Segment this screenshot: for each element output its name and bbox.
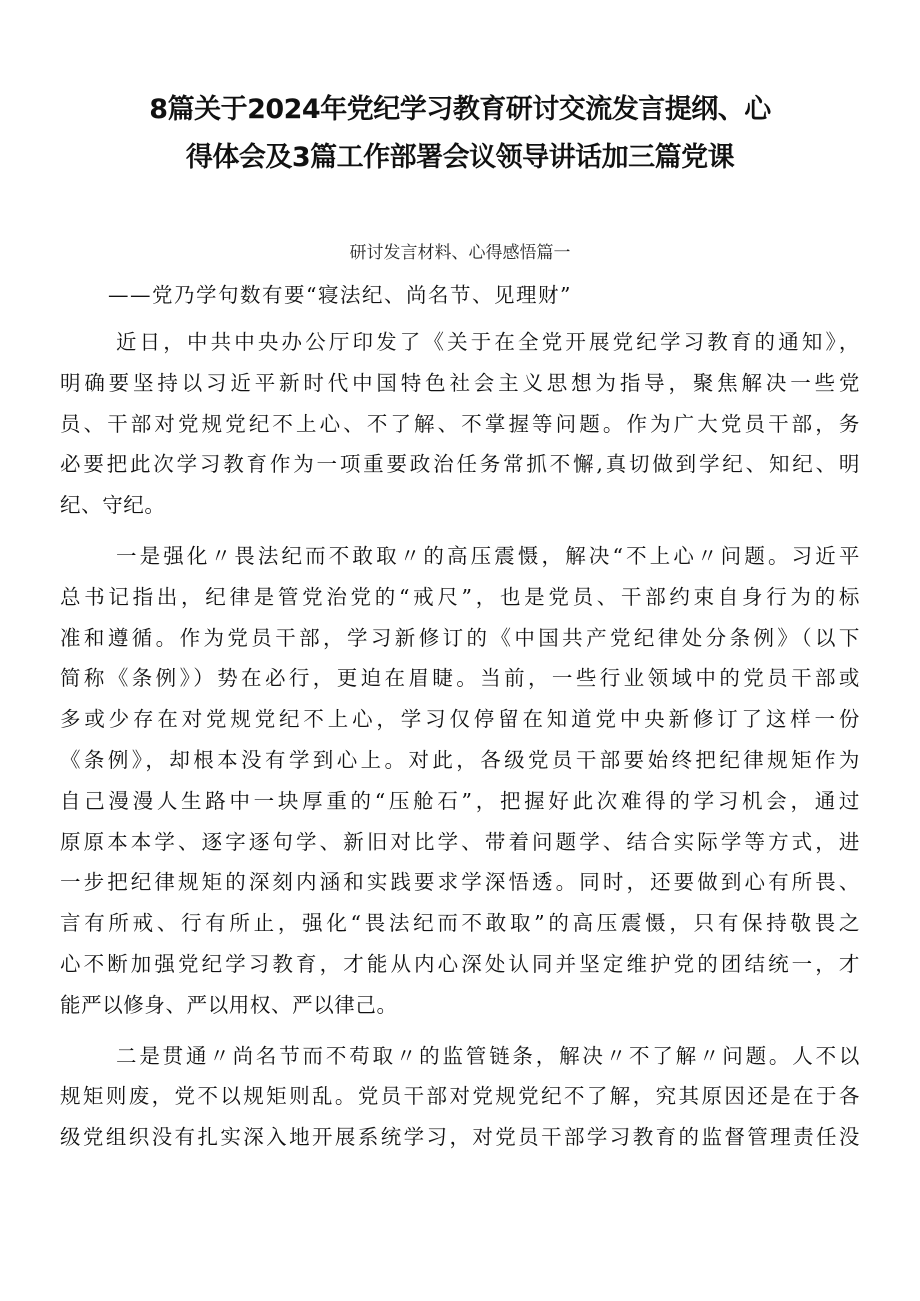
- text-line: 员、干部对党规党纪不上心、不了解、不掌握等问题。作为广大党员干部，务: [60, 411, 860, 436]
- text-line: 《条例》，却根本没有学到心上。对此，各级党员干部要始终把纪律规矩作为: [60, 747, 860, 772]
- article-subtitle: ——党乃学句数有要“寝法纪、尚名节、见理财”: [108, 283, 572, 307]
- text-line: 纪、守纪。: [60, 493, 166, 518]
- text-line: 原原本本学、逐字逐句学、新旧对比学、带着问题学、结合实际学等方式，进: [60, 829, 860, 854]
- text-line: 心不断加强党纪学习教育，才能从内心深处认同并坚定维护党的团结统一，才: [60, 951, 860, 976]
- title-line: 8篇关于2024年党纪学习教育研讨交流发言提纲、心: [149, 94, 771, 125]
- text-line: 能严以修身、严以用权、严以律己。: [60, 992, 398, 1017]
- text-line: 总书记指出，纪律是管党治党的“戒尺”，也是党员、干部约束自身行为的标: [60, 584, 860, 609]
- text-line: 明确要坚持以习近平新时代中国特色社会主义思想为指导，聚焦解决一些党: [60, 370, 860, 395]
- paragraph-point-two: [60, 1036, 860, 1158]
- text-line: 多或少存在对党规党纪不上心，学习仅停留在知道党中央新修订了这样一份: [60, 707, 860, 732]
- text-line: 一是强化〃畏法纪而不敢取〃的高压震慑，解决“不上心〃问题。习近平: [116, 543, 860, 568]
- text-line: 近日，中共中央办公厅印发了《关于在全党开展党纪学习教育的通知》，: [116, 330, 860, 354]
- text-line: 简称《条例》）势在必行，更迫在眉睫。当前，一些行业领域中的党员干部或: [60, 666, 860, 691]
- text-line: 一步把纪律规矩的深刻内涵和实践要求学深悟透。同时，还要做到心有所畏、: [60, 870, 860, 895]
- paragraph-point-one: [60, 536, 860, 1026]
- text-line: 级党组织没有扎实深入地开展系统学习，对党员干部学习教育的监督管理责任没: [60, 1125, 860, 1150]
- text-line: 准和遵循。作为党员干部，学习新修订的《中国共产党纪律处分条例》（以下: [60, 625, 860, 650]
- section-label: 研讨发言材料、心得感悟篇一: [349, 243, 571, 263]
- text-line: 规矩则废，党不以规矩则乱。党员干部对党规党纪不了解，究其原因还是在于各: [60, 1084, 860, 1109]
- paragraph-intro: [60, 322, 860, 526]
- text-line: 言有所戒、行有所止，强化“畏法纪而不敢取”的高压震慑，只有保持敬畏之: [60, 911, 860, 936]
- text-line: 自己漫漫人生路中一块厚重的“压舱石”，把握好此次难得的学习机会，通过: [60, 788, 860, 813]
- article-body: [60, 322, 860, 1168]
- text-line: 二是贯通〃尚名节而不苟取〃的监管链条，解决〃不了解〃问题。人不以: [116, 1043, 860, 1068]
- title-line: 得体会及3篇工作部署会议领导讲话加三篇党课: [185, 142, 735, 173]
- document-title: [60, 86, 860, 182]
- text-line: 必要把此次学习教育作为一项重要政治任务常抓不懈,真切做到学纪、知纪、明: [60, 452, 860, 477]
